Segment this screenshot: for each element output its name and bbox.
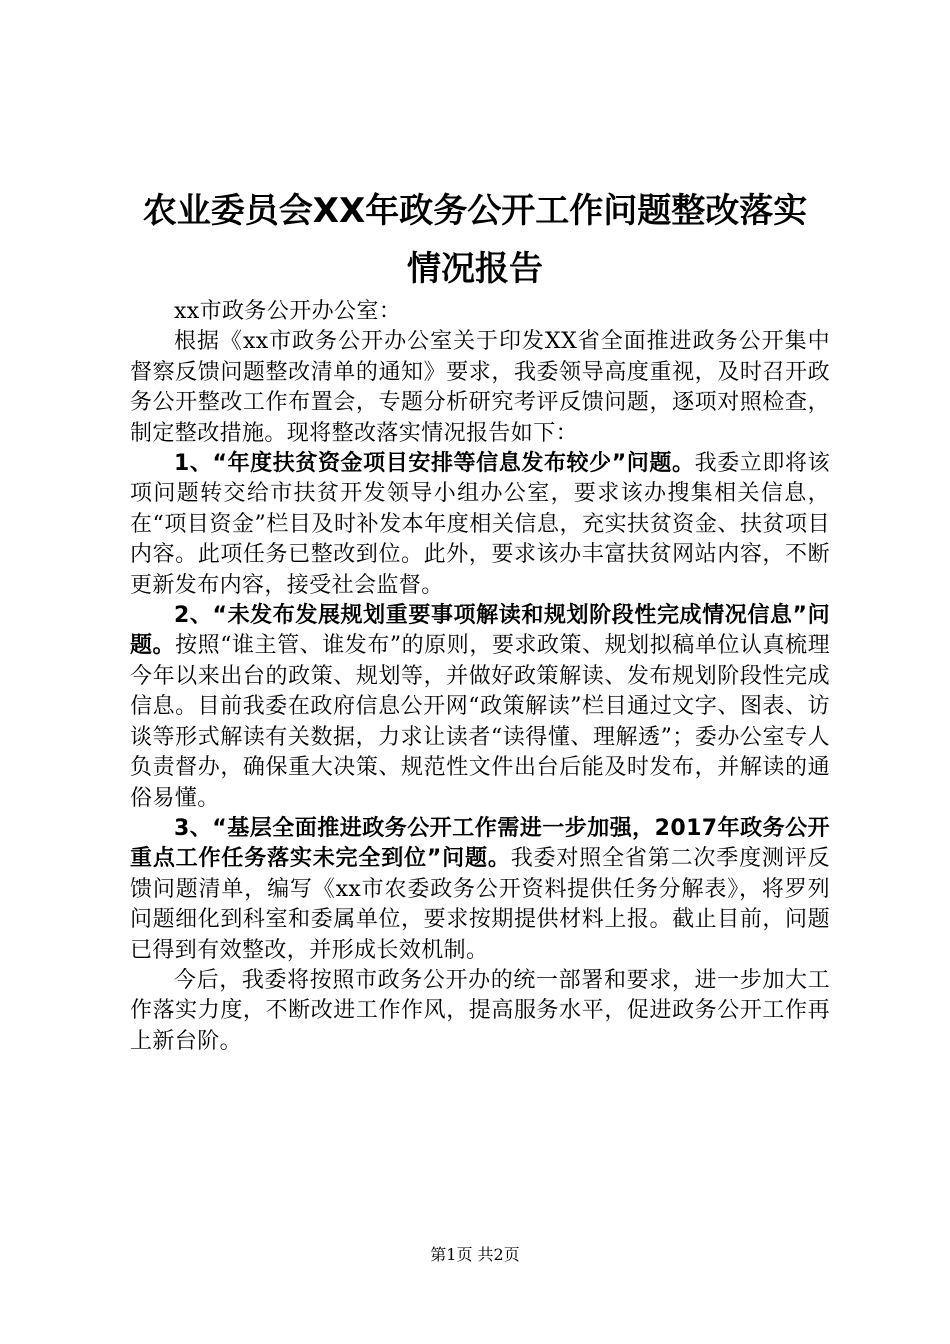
item-lead-1: 1、“年度扶贫资金项目安排等信息发布较少”问题。	[174, 451, 695, 477]
title-line-1: 农业委员会XX年政务公开工作问题整改落实	[142, 191, 808, 231]
item-lead-2: 2、“未发布发展规划重要事项解读和规划阶段性完成情况信息”问题。	[130, 603, 830, 659]
item-paragraph-3	[130, 814, 830, 966]
item-lead-3: 3、“基层全面推进政务公开工作需进一步加强，2017年政务公开重点工作任务落实未完全到位”问题。	[130, 815, 830, 872]
document-body	[130, 297, 830, 1057]
item-text-2: 按照“谁主管、谁发布”的原则，要求政策、规划拟稿单位认真梳理今年以来出台的政策、规划等，并做好政策解读、发布规划阶段性完成信息。目前我委在政府信息公开网“政策解读”栏目通过文字、图表、访谈等形式解读有关数据，力求让读者“读得懂、理解透”；委办公室专人负责督办，确保重大决策、规范性文件出台后能及时发布，并解读的通俗易懂。	[130, 633, 830, 811]
item-text-3: 我委对照全省第二次季度测评反馈问题清单，编写《xx市农委政务公开资料提供任务分解表》，将罗列问题细化到科室和委属单位，要求按期提供材料上报。截止目前，问题已得到有效整改，并形成长效机制。	[130, 846, 830, 963]
document-title	[90, 182, 860, 298]
closing-paragraph: 今后，我委将按照市政务公开办的统一部署和要求，进一步加大工作落实力度，不断改进工作作风，提高服务水平，促进政务公开工作再上新台阶。	[130, 967, 830, 1054]
title-line-2: 情况报告	[407, 249, 543, 289]
intro-paragraph: 根据《xx市政务公开办公室关于印发XX省全面推进政务公开集中督察反馈问题整改清单的通知》要求，我委领导高度重视，及时召开政务公开整改工作布置会，专题分析研究考评反馈问题，逐项对照检查，制定整改措施。现将整改落实情况报告如下：	[130, 329, 830, 446]
item-paragraph-2	[130, 601, 830, 814]
item-paragraph-1	[130, 449, 830, 601]
page-number-footer: 第1页 共2页	[430, 1245, 520, 1264]
item-text-1: 我委立即将该项问题转交给市扶贫开发领导小组办公室，要求该办搜集相关信息，在“项目资金”栏目及时补发本年度相关信息，充实扶贫资金、扶贫项目内容。此项任务已整改到位。此外，要求该办丰富扶贫网站内容，不断更新发布内容，接受社会监督。	[130, 451, 831, 598]
salutation: xx市政务公开办公室：	[174, 299, 402, 324]
